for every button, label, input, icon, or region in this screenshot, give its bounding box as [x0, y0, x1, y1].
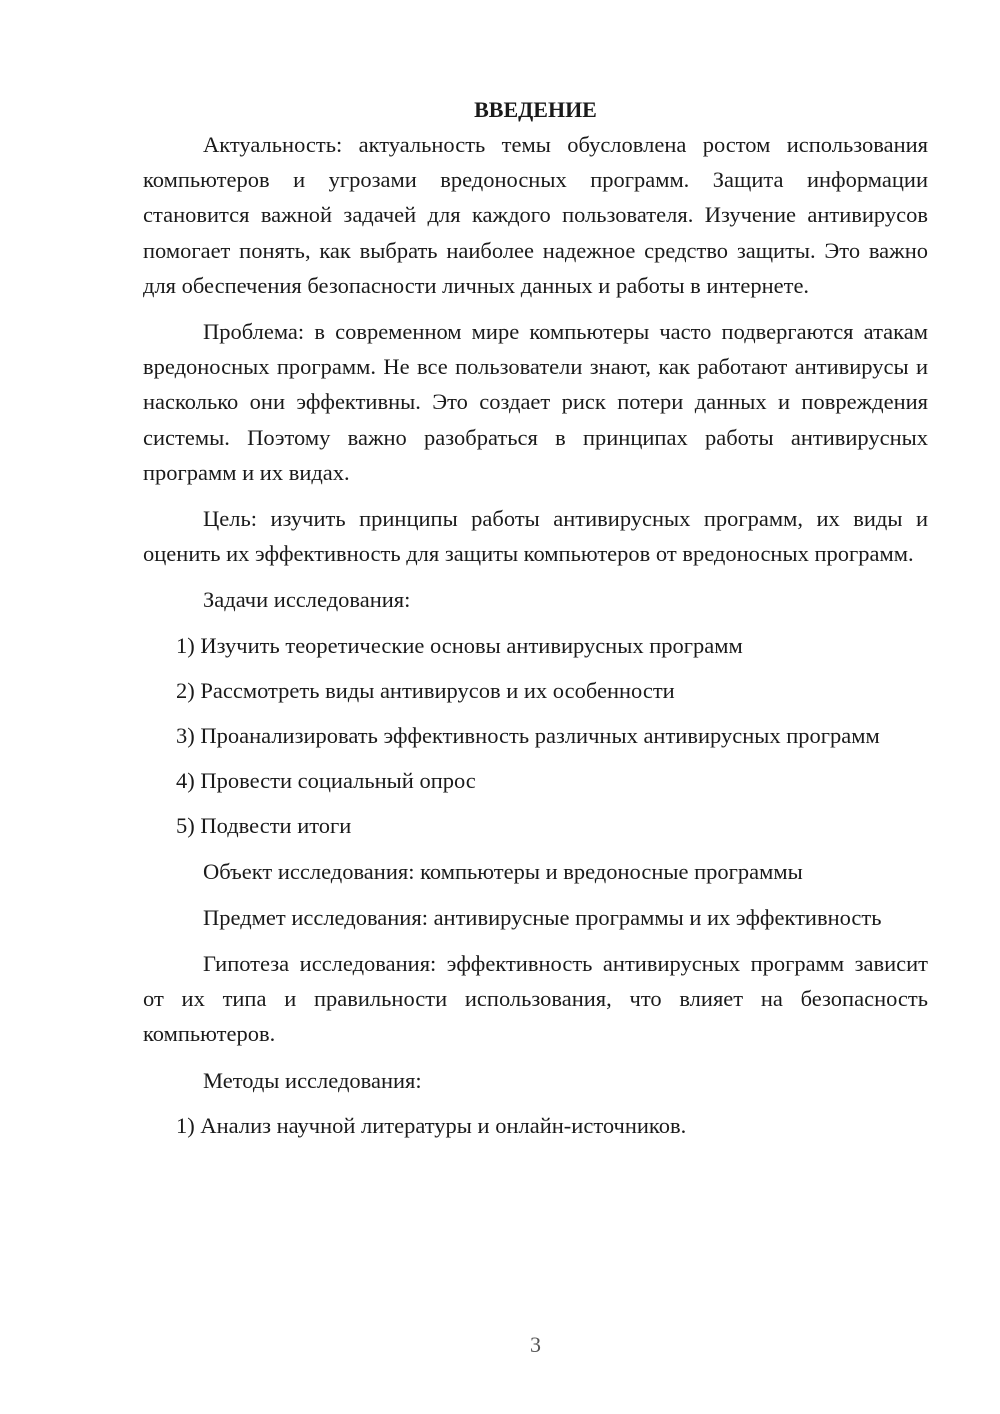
relevance-paragraph: Актуальность: актуальность темы обусловлена ростом использования компьютеров и угрозами вредоносных программ. Защита информации становится важной задачей для каждого пользователя. Изучение антивирусов помогает понять, как выбрать наиболее надежное средство защиты. Это важно для обеспечения безопасности личных данных и работы в интернете. [143, 132, 928, 298]
object-paragraph: Объект исследования: компьютеры и вредоносные программы [203, 858, 803, 884]
tasks-heading: Задачи исследования: [203, 587, 411, 613]
methods-heading: Методы исследования: [203, 1067, 422, 1093]
task-item: 4) Провести социальный опрос [176, 768, 476, 794]
section-title: ВВЕДЕНИЕ [474, 97, 597, 122]
hypothesis-paragraph: Гипотеза исследования: эффективность антивирусных программ зависит от их типа и правильности использования, что влияет на безопасность компьютеров. [143, 951, 928, 1047]
task-item: 5) Подвести итоги [176, 813, 352, 839]
goal-paragraph: Цель: изучить принципы работы антивирусных программ, их виды и оценить их эффективность для защиты компьютеров от вредоносных программ. [143, 506, 928, 567]
task-item: 2) Рассмотреть виды антивирусов и их особенности [176, 677, 675, 703]
problem-paragraph: Проблема: в современном мире компьютеры часто подвергаются атакам вредоносных программ. Не все пользователи знают, как работают антивирусы и насколько они эффективны. Это создает риск потери данных и повреждения системы. Поэтому важно разобраться в принципах работы антивирусных программ и их видах. [143, 319, 928, 485]
method-item: 1) Анализ научной литературы и онлайн-источников. [176, 1112, 687, 1138]
document-page [143, 92, 928, 1153]
task-item: 1) Изучить теоретические основы антивирусных программ [176, 632, 743, 658]
subject-paragraph: Предмет исследования: антивирусные программы и их эффективность [203, 904, 882, 930]
task-item: 3) Проанализировать эффективность различных антивирусных программ [176, 723, 880, 749]
page-number: 3 [530, 1332, 541, 1357]
